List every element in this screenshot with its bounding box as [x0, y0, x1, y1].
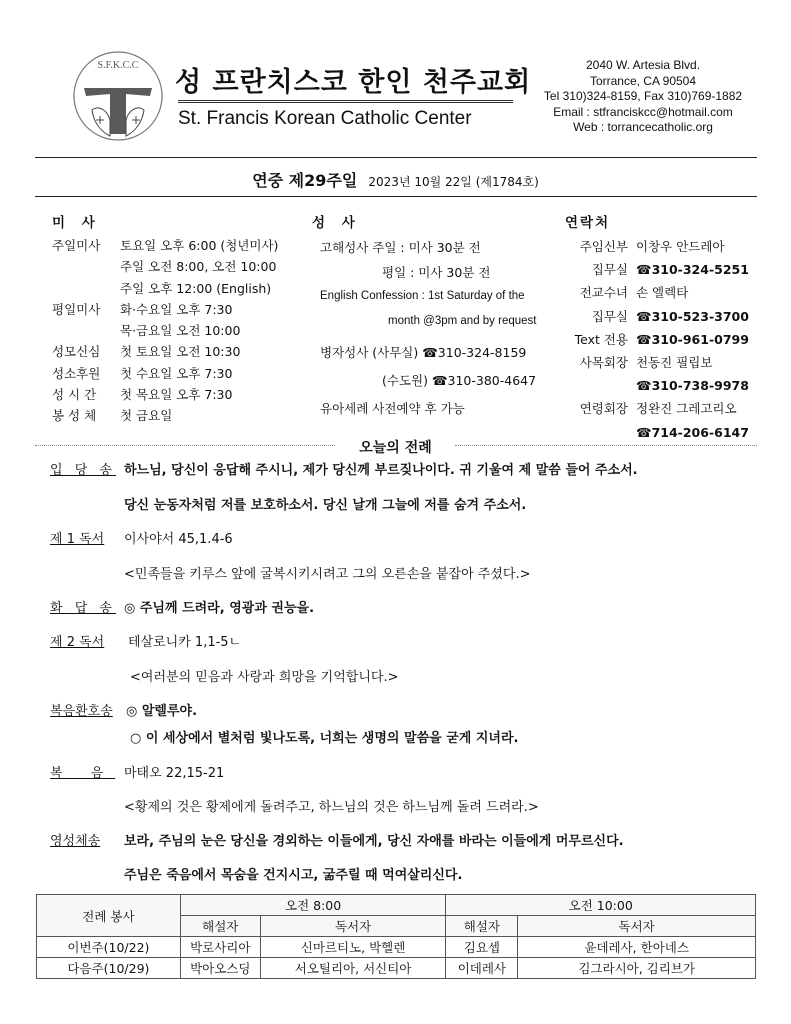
reading2-label-text: 제 2 독서 [50, 635, 105, 650]
contact-label: 전교수녀 [579, 285, 628, 301]
lector-cell: 김그라시아, 김리브가 [518, 958, 756, 979]
contact-label: 집무실 [591, 262, 628, 278]
lector-cell: 신마르티노, 박헬렌 [260, 937, 446, 958]
church-title-english: St. Francis Korean Catholic Center [178, 108, 472, 129]
mass-text: 첫 토요일 오전 10:30 [120, 344, 241, 360]
contact-phone[interactable]: ☎310-961-0799 [636, 331, 749, 347]
mass-row [52, 278, 278, 299]
contact-phone[interactable]: ☎310-738-9978 [636, 378, 749, 394]
communion-label [50, 830, 100, 849]
contact-label: 주임신부 [579, 239, 628, 254]
commentator-cell: 이데레사 [446, 958, 518, 979]
contact-value: 이창우 안드레아 [636, 239, 725, 254]
mass-text: 토요일 오후 6:00 (청년미사) [120, 238, 279, 253]
week-heading [0, 168, 791, 191]
mass-text: 목·금요일 오전 10:00 [120, 323, 241, 339]
address-city: Torrance, CA 90504 [589, 73, 697, 88]
mass-row [52, 405, 278, 426]
mass-text: 주일 오후 12:00 (English) [120, 280, 272, 296]
mass-label: 평일미사 [52, 301, 101, 317]
mass-row [52, 256, 278, 277]
psalm-label-text: 화 답 송 [50, 601, 116, 616]
reading1-reference: 이사야서 45,1.4-6 [124, 532, 233, 547]
gospel-summary: <황제의 것은 황제에게 돌려주고, 하느님의 것은 하느님께 돌려 드려라.> [124, 800, 539, 815]
commentator-cell: 박로사리아 [180, 937, 260, 958]
church-logo [70, 48, 166, 144]
contact-value: 정완진 그레고리오 [636, 401, 737, 417]
reading2-reference: 테살로니카 1,1-5ㄴ [128, 635, 242, 650]
gospel-label [50, 762, 115, 781]
liturgy-heading: 오늘의 전례 [359, 440, 432, 456]
commentator-header: 해설자 [446, 916, 518, 937]
mass-label: 성 시 간 [52, 387, 97, 403]
address-web[interactable]: Web : torrancecatholic.org [573, 120, 713, 134]
communion-antiphon-1: 보라, 주님의 눈은 당신을 경외하는 이들에게, 당신 자애를 바라는 이들에게 머무르신다. [124, 834, 624, 849]
mass-text: 화·수요일 오후 7:30 [120, 301, 233, 317]
gospel-reference: 마태오 22,15-21 [124, 766, 225, 781]
contact-row [562, 305, 749, 328]
contact-phone[interactable]: ☎310-324-5251 [636, 262, 749, 278]
psalm-label [50, 597, 116, 616]
commentator-header: 해설자 [180, 916, 260, 937]
week-date: 2023년 10월 22일 (제1784호) [368, 175, 539, 189]
communion-label-text: 영성체송 [50, 834, 101, 849]
mass-label: 주일미사 [52, 238, 101, 253]
church-title-korean: 성 프란치스코 한인 천주교회 [175, 67, 532, 98]
contact-row [562, 258, 749, 281]
week-cell: 다음주(10/29) [37, 958, 181, 979]
contact-value: 손 엘렉타 [636, 285, 689, 301]
english-confession-line2: month @3pm and by request [388, 315, 537, 327]
table-header-row [37, 895, 756, 916]
communion-antiphon-2: 주님은 죽음에서 목숨을 건지시고, 굶주릴 때 먹여살리신다. [124, 868, 463, 883]
entrance-label [50, 459, 116, 478]
contact-label: 집무실 [591, 308, 628, 324]
contact-row [562, 328, 749, 351]
church-address [528, 58, 758, 136]
alleluia-response: ◎ 알렐루야. [126, 704, 198, 719]
lector-header: 독서자 [260, 916, 446, 937]
contact-label: Text 전용 [574, 331, 628, 347]
contact-row [562, 351, 749, 374]
reading2-summary: <여러분의 믿음과 사랑과 희망을 기억합니다.> [130, 670, 399, 685]
entrance-antiphon-1: 하느님, 당신이 응답해 주시니, 제가 당신께 부르짖나이다. 귀 기울여 제 말씀 들어 주소서. [124, 463, 638, 478]
lector-header: 독서자 [518, 916, 756, 937]
mass-row [52, 384, 278, 405]
lector-cell: 서오틸리아, 서신티아 [260, 958, 446, 979]
contact-row [562, 235, 749, 258]
commentator-cell: 김요셉 [446, 937, 518, 958]
week-rule [35, 196, 757, 197]
gospel-label-text: 복 음 [50, 766, 116, 781]
reading1-label [50, 528, 104, 547]
mass-row [52, 320, 278, 341]
lector-cell: 윤데레사, 한아네스 [518, 937, 756, 958]
week-cell: 이번주(10/22) [37, 937, 181, 958]
contact-value: 천동진 필립보 [636, 355, 713, 371]
mass-row [52, 341, 278, 362]
contact-phone[interactable]: ☎714-206-6147 [636, 424, 749, 440]
commentator-cell: 박아오스딩 [180, 958, 260, 979]
infant-baptism-note: 유아세례 사전예약 후 가능 [320, 401, 465, 416]
psalm-response: ◎ 주님께 드려라, 영광과 권능을. [124, 601, 315, 616]
entrance-label-text: 입 당 송 [50, 463, 116, 478]
title-underline [178, 100, 513, 103]
confession-sunday: 고해성사 주일 : 미사 30분 전 [320, 240, 481, 255]
liturgy-service-table [36, 894, 756, 979]
mass-label: 봉 성 체 [52, 408, 97, 424]
address-street: 2040 W. Artesia Blvd. [585, 58, 701, 72]
mass-schedule [52, 235, 278, 427]
reading2-label [50, 631, 104, 650]
mass-row [52, 363, 278, 384]
sick-sacrament-convent: (수도원) ☎310-380-4647 [382, 373, 537, 388]
contact-label: 사목회장 [579, 355, 628, 371]
table-corner: 전례 봉사 [37, 895, 181, 937]
mass-row [52, 299, 278, 320]
alleluia-label [50, 700, 113, 719]
table-row [37, 937, 756, 958]
mass-heading: 미 사 [52, 215, 101, 231]
address-email[interactable]: Email : stfranciskcc@hotmail.com [553, 104, 733, 119]
week-title: 연중 제29주일 [252, 171, 358, 190]
header-rule [35, 157, 757, 158]
contact-label: 연령회장 [579, 401, 628, 417]
english-confession-line1: English Confession : 1st Saturday of the [320, 290, 525, 302]
alleluia-label-text: 복음환호송 [50, 704, 113, 719]
contact-row [562, 281, 749, 304]
contact-row [562, 374, 749, 397]
mass-text: 첫 금요일 [120, 408, 173, 424]
sacraments-heading: 성 사 [312, 215, 361, 231]
reading1-summary: <민족들을 키루스 앞에 굴복시키시려고 그의 오른손을 붙잡아 주셨다.> [124, 567, 531, 582]
contacts-heading: 연락처 [565, 215, 611, 231]
mass-label: 성소후원 [52, 365, 101, 381]
sick-sacrament-office: 병자성사 (사무실) ☎310-324-8159 [320, 345, 527, 360]
address-phone: Tel 310)324-8159, Fax 310)769-1882 [543, 89, 743, 103]
mass-text: 첫 목요일 오후 7:30 [120, 387, 233, 403]
mass-8am-header: 오전 8:00 [180, 895, 446, 916]
reading1-label-text: 제 1 독서 [50, 532, 105, 547]
mass-10am-header: 오전 10:00 [446, 895, 756, 916]
mass-row [52, 235, 278, 256]
alleluia-verse: ○ 이 세상에서 별처럼 빛나도록, 너희는 생명의 말씀을 굳게 지녀라. [130, 731, 519, 746]
confession-weekday: 평일 : 미사 30분 전 [382, 265, 491, 280]
mass-label: 성모신심 [52, 344, 101, 360]
mass-text: 첫 수요일 오후 7:30 [120, 365, 233, 381]
contacts-list [562, 235, 749, 444]
contact-phone[interactable]: ☎310-523-3700 [636, 308, 749, 324]
table-row [37, 958, 756, 979]
seal-text: S.F.K.C.C [97, 60, 139, 71]
contact-row [562, 397, 749, 420]
entrance-antiphon-2: 당신 눈동자처럼 저를 보호하소서. 당신 날개 그늘에 저를 숨겨 주소서. [124, 498, 527, 513]
mass-text: 주일 오전 8:00, 오전 10:00 [120, 259, 277, 275]
